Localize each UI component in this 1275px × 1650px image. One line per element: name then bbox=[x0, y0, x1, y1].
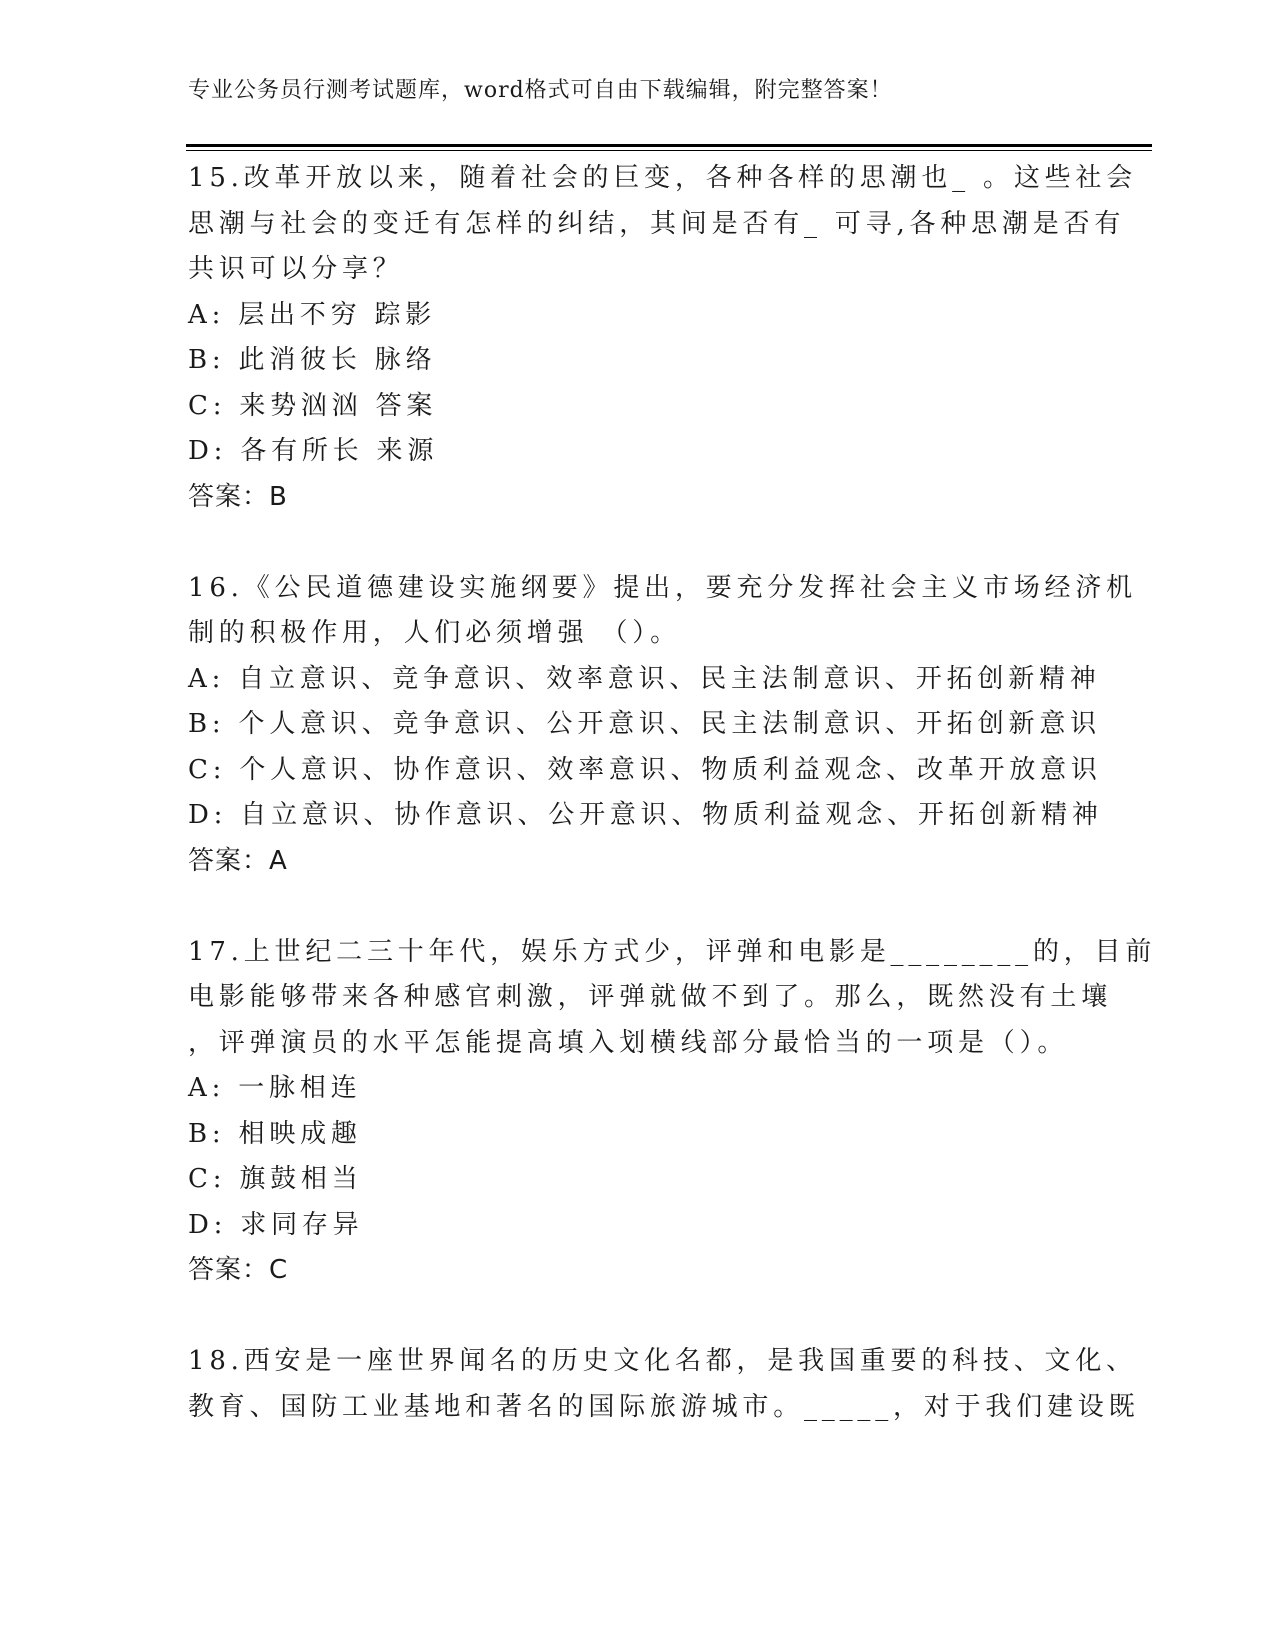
option-d: D: 自立意识、协作意识、公开意识、物质利益观念、开拓创新精神 bbox=[188, 800, 1103, 830]
option-d: D: 求同存异 bbox=[188, 1209, 364, 1240]
answer: 答案：C bbox=[188, 1255, 289, 1285]
option-c: C: 旗鼓相当 bbox=[188, 1164, 363, 1194]
question-text-line: 教育、国防工业基地和著名的国际旅游城市。_____，对于我们建设既 bbox=[188, 1391, 1140, 1422]
question-list bbox=[188, 156, 1157, 1430]
option-c: C: 个人意识、协作意识、效率意识、物质利益观念、改革开放意识 bbox=[188, 754, 1102, 785]
answer: 答案：A bbox=[188, 845, 288, 876]
header-rule-thin bbox=[186, 150, 1152, 151]
question-text-line: 18.西安是一座世界闻名的历史文化名都，是我国重要的科技、文化、 bbox=[188, 1346, 1137, 1376]
option-a: A: 一脉相连 bbox=[188, 1073, 362, 1103]
option-c: C: 来势汹汹 答案 bbox=[188, 390, 438, 421]
question-17 bbox=[188, 930, 1157, 1294]
question-15 bbox=[188, 156, 1138, 520]
question-text-line: 17.上世纪二三十年代，娱乐方式少，评弹和电影是________的，目前 bbox=[188, 936, 1157, 967]
question-text-line: ，评弹演员的水平怎能提高填入划横线部分最恰当的一项是（）。 bbox=[188, 1027, 1069, 1058]
question-text-line: 15.改革开放以来，随着社会的巨变，各种各样的思潮也_ 。这些社会 bbox=[188, 163, 1138, 193]
question-text-line: 共识可以分享？ bbox=[188, 254, 404, 284]
page-header: 专业公务员行测考试题库，word格式可自由下载编辑，附完整答案！ bbox=[188, 78, 893, 103]
option-b: B: 相映成趣 bbox=[188, 1118, 362, 1149]
answer: 答案：B bbox=[188, 481, 288, 512]
question-18 bbox=[188, 1339, 1140, 1430]
question-text-line: 16.《公民道德建设实施纲要》提出，要充分发挥社会主义市场经济机 bbox=[188, 572, 1137, 603]
spacer bbox=[188, 1294, 1088, 1340]
option-b: B: 此消彼长 脉络 bbox=[188, 345, 437, 375]
question-16 bbox=[188, 566, 1137, 885]
spacer bbox=[188, 884, 1088, 930]
question-text-line: 制的积极作用，人们必须增强 （）。 bbox=[188, 618, 681, 648]
header-rule-thick bbox=[186, 144, 1152, 147]
option-a: A: 层出不穷 踪影 bbox=[188, 299, 437, 330]
spacer bbox=[188, 520, 1088, 566]
option-b: B: 个人意识、竞争意识、公开意识、民主法制意识、开拓创新意识 bbox=[188, 709, 1101, 739]
question-text-line: 思潮与社会的变迁有怎样的纠结，其间是否有_ 可寻,各种思潮是否有 bbox=[188, 208, 1126, 239]
option-d: D: 各有所长 来源 bbox=[188, 436, 439, 466]
option-a: A: 自立意识、竞争意识、效率意识、民主法制意识、开拓创新精神 bbox=[188, 663, 1101, 694]
question-text-line: 电影能够带来各种感官刺激，评弹就做不到了。那么，既然没有土壤 bbox=[188, 982, 1113, 1012]
